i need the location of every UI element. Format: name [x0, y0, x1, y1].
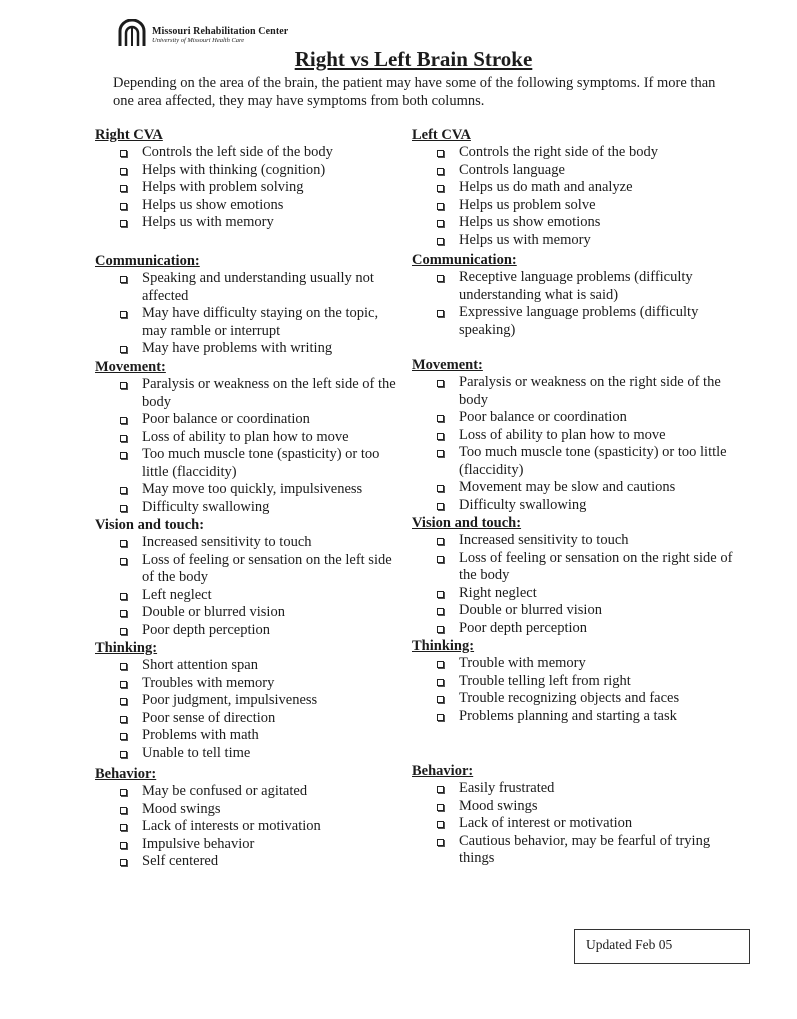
- list-item-text: Speaking and understanding usually not affected: [142, 270, 374, 304]
- section-behavior: [95, 765, 405, 871]
- list-item: [412, 550, 737, 585]
- list-item: [95, 499, 405, 517]
- list-item-text: Receptive language problems (difficulty understanding what is said): [459, 269, 693, 303]
- list-item: [412, 427, 737, 445]
- list-item-text: Poor judgment, impulsiveness: [142, 692, 318, 708]
- checkbox-bullet-icon: [120, 558, 127, 565]
- list-item-text: Helps with problem solving: [142, 179, 304, 195]
- checkbox-bullet-icon: [120, 276, 127, 283]
- checkbox-bullet-icon: [437, 786, 444, 793]
- item-list: [412, 532, 737, 637]
- section-left-cva: [412, 126, 737, 249]
- item-list: [412, 144, 737, 249]
- checkbox-bullet-icon: [437, 679, 444, 686]
- list-item-text: Helps with thinking (cognition): [142, 161, 326, 178]
- list-item: [412, 197, 737, 215]
- checkbox-bullet-icon: [120, 733, 127, 740]
- checkbox-bullet-icon: [437, 415, 444, 422]
- list-item: [95, 552, 405, 587]
- section-vision-touch: [412, 514, 737, 637]
- list-item-text: Too much muscle tone (spasticity) or too little (flaccidity): [459, 444, 727, 478]
- list-item-text: Short attention span: [142, 657, 258, 673]
- list-item-text: Left neglect: [142, 586, 212, 603]
- list-item-text: Mood swings: [142, 800, 221, 817]
- list-item: [412, 708, 737, 726]
- list-item-text: Increased sensitivity to touch: [142, 534, 312, 550]
- item-list: [95, 376, 405, 516]
- list-item-text: Helps us problem solve: [459, 196, 596, 213]
- list-item: [412, 690, 737, 708]
- section-title: Behavior:: [412, 763, 474, 779]
- checkbox-bullet-icon: [437, 450, 444, 457]
- list-item-text: Loss of ability to plan how to move: [142, 428, 349, 445]
- section-title: Movement:: [95, 359, 166, 375]
- list-item: [95, 604, 405, 622]
- list-item-text: Poor balance or coordination: [142, 411, 310, 427]
- checkbox-bullet-icon: [120, 698, 127, 705]
- item-list: [95, 534, 405, 639]
- list-item-text: Controls the right side of the body: [459, 144, 658, 160]
- checkbox-bullet-icon: [437, 238, 444, 245]
- list-item-text: Helps us with memory: [459, 231, 591, 248]
- checkbox-bullet-icon: [120, 789, 127, 796]
- section-title: Communication:: [412, 252, 517, 268]
- list-item-text: Helps us show emotions: [459, 214, 601, 230]
- list-item: [95, 144, 405, 162]
- org-name: Missouri Rehabilitation Center: [152, 26, 289, 37]
- list-item-text: Poor depth perception: [459, 619, 588, 636]
- checkbox-bullet-icon: [120, 487, 127, 494]
- section-title: Movement:: [412, 357, 483, 373]
- list-item-text: May have difficulty staying on the topic, may ramble or interrupt: [142, 305, 379, 339]
- item-list: [412, 655, 737, 725]
- list-item-text: Double or blurred vision: [142, 604, 285, 620]
- checkbox-bullet-icon: [120, 663, 127, 670]
- list-item: [412, 673, 737, 691]
- list-item-text: Double or blurred vision: [459, 602, 602, 618]
- list-item-text: Trouble telling left from right: [459, 672, 631, 689]
- checkbox-bullet-icon: [120, 311, 127, 318]
- list-item-text: Troubles with memory: [142, 674, 275, 691]
- section-communication: [95, 252, 405, 358]
- list-item-text: Self centered: [142, 853, 219, 869]
- list-item: [95, 783, 405, 801]
- list-item-text: May move too quickly, impulsiveness: [142, 481, 363, 497]
- list-item: [95, 745, 405, 763]
- list-item: [95, 305, 405, 340]
- checkbox-bullet-icon: [437, 821, 444, 828]
- item-list: [412, 374, 737, 514]
- section-title: Thinking:: [412, 638, 475, 654]
- checkbox-bullet-icon: [120, 681, 127, 688]
- list-item-text: Trouble with memory: [459, 655, 586, 671]
- item-list: [95, 783, 405, 871]
- checkbox-bullet-icon: [437, 626, 444, 633]
- list-item-text: May be confused or agitated: [142, 783, 308, 799]
- checkbox-bullet-icon: [120, 593, 127, 600]
- list-item: [95, 197, 405, 215]
- list-item-text: Unable to tell time: [142, 744, 251, 761]
- list-item-text: Difficulty swallowing: [142, 498, 270, 515]
- list-item: [95, 727, 405, 745]
- checkbox-bullet-icon: [120, 150, 127, 157]
- item-list: [95, 144, 405, 232]
- list-item-text: Controls the left side of the body: [142, 144, 333, 160]
- checkbox-bullet-icon: [120, 540, 127, 547]
- list-item-text: Right neglect: [459, 584, 537, 601]
- checkbox-bullet-icon: [120, 220, 127, 227]
- list-item-text: Paralysis or weakness on the left side of the body: [142, 376, 396, 410]
- checkbox-bullet-icon: [437, 275, 444, 282]
- list-item-text: Lack of interest or motivation: [459, 815, 633, 831]
- list-item-text: Poor balance or coordination: [459, 409, 627, 425]
- list-item: [412, 815, 737, 833]
- section-title: Communication:: [95, 253, 200, 269]
- list-item-text: Problems with math: [142, 727, 259, 743]
- checkbox-bullet-icon: [120, 185, 127, 192]
- section-title: Left CVA: [412, 127, 471, 143]
- item-list: [412, 780, 737, 868]
- list-item: [412, 374, 737, 409]
- section-right-cva: [95, 126, 405, 232]
- list-item: [95, 162, 405, 180]
- list-item-text: Helps us do math and analyze: [459, 179, 633, 195]
- section-title: Vision and touch:: [95, 517, 205, 533]
- list-item: [95, 657, 405, 675]
- checkbox-bullet-icon: [437, 696, 444, 703]
- checkbox-bullet-icon: [120, 842, 127, 849]
- section-title: Right CVA: [95, 127, 163, 143]
- list-item-text: Movement may be slow and cautions: [459, 479, 676, 495]
- checkbox-bullet-icon: [120, 346, 127, 353]
- checkbox-bullet-icon: [437, 168, 444, 175]
- list-item: [95, 710, 405, 728]
- checkbox-bullet-icon: [120, 168, 127, 175]
- list-item: [95, 340, 405, 358]
- list-item: [95, 214, 405, 232]
- checkbox-bullet-icon: [120, 824, 127, 831]
- intro-text: Depending on the area of the brain, the patient may have some of the following symptoms. If more than one area affected, they may have symptoms from both columns.: [113, 75, 716, 109]
- checkbox-bullet-icon: [120, 716, 127, 723]
- section-title: Behavior:: [95, 766, 157, 782]
- list-item: [95, 429, 405, 447]
- checkbox-bullet-icon: [437, 538, 444, 545]
- list-item: [412, 655, 737, 673]
- checkbox-bullet-icon: [437, 220, 444, 227]
- list-item: [95, 692, 405, 710]
- list-item-text: Poor depth perception: [142, 621, 271, 638]
- list-item: [412, 497, 737, 515]
- list-item: [412, 179, 737, 197]
- section-vision-touch: [95, 516, 405, 639]
- list-item-text: Cautious behavior, may be fearful of trying things: [459, 832, 711, 866]
- list-item: [412, 833, 737, 868]
- list-item: [412, 409, 737, 427]
- checkbox-bullet-icon: [120, 203, 127, 210]
- list-item: [95, 446, 405, 481]
- list-item: [95, 818, 405, 836]
- list-item: [95, 853, 405, 871]
- checkbox-bullet-icon: [120, 382, 127, 389]
- list-item-text: Impulsive behavior: [142, 835, 255, 852]
- checkbox-bullet-icon: [120, 505, 127, 512]
- checkbox-bullet-icon: [437, 608, 444, 615]
- list-item-text: Loss of feeling or sensation on the right side of the body: [459, 549, 733, 583]
- checkbox-bullet-icon: [120, 859, 127, 866]
- list-item: [412, 585, 737, 603]
- list-item: [95, 376, 405, 411]
- list-item-text: Easily frustrated: [459, 780, 555, 796]
- list-item-text: Expressive language problems (difficulty speaking): [459, 304, 699, 338]
- list-item-text: Lack of interests or motivation: [142, 818, 321, 834]
- item-list: [412, 269, 737, 339]
- checkbox-bullet-icon: [437, 661, 444, 668]
- checkbox-bullet-icon: [437, 380, 444, 387]
- checkbox-bullet-icon: [120, 435, 127, 442]
- list-item-text: Loss of ability to plan how to move: [459, 426, 666, 443]
- list-item-text: Mood swings: [459, 797, 538, 814]
- checkbox-bullet-icon: [437, 185, 444, 192]
- checkbox-bullet-icon: [437, 203, 444, 210]
- list-item-text: Paralysis or weakness on the right side of the body: [459, 374, 721, 408]
- list-item-text: Poor sense of direction: [142, 709, 276, 726]
- list-item: [412, 479, 737, 497]
- list-item: [412, 780, 737, 798]
- page-title: Right vs Left Brain Stroke: [294, 47, 533, 71]
- org-logo-icon: [117, 19, 147, 47]
- list-item-text: Loss of feeling or sensation on the left side of the body: [142, 551, 392, 585]
- list-item-text: May have problems with writing: [142, 340, 333, 356]
- list-item: [412, 214, 737, 232]
- list-item: [412, 798, 737, 816]
- checkbox-bullet-icon: [120, 751, 127, 758]
- list-item-text: Too much muscle tone (spasticity) or too little (flaccidity): [142, 446, 380, 480]
- list-item: [95, 179, 405, 197]
- list-item: [95, 411, 405, 429]
- checkbox-bullet-icon: [437, 839, 444, 846]
- list-item: [95, 801, 405, 819]
- checkbox-bullet-icon: [120, 610, 127, 617]
- list-item: [95, 481, 405, 499]
- list-item: [412, 602, 737, 620]
- section-title: Vision and touch:: [412, 515, 522, 531]
- list-item: [95, 270, 405, 305]
- list-item: [412, 162, 737, 180]
- section-movement: [412, 356, 737, 514]
- list-item: [95, 587, 405, 605]
- list-item-text: Helps us with memory: [142, 214, 274, 230]
- list-item-text: Problems planning and starting a task: [459, 707, 677, 724]
- item-list: [95, 657, 405, 762]
- updated-date-box: Updated Feb 05: [574, 929, 750, 964]
- section-thinking: [412, 637, 737, 725]
- list-item: [412, 620, 737, 638]
- checkbox-bullet-icon: [437, 310, 444, 317]
- checkbox-bullet-icon: [120, 452, 127, 459]
- list-item: [412, 532, 737, 550]
- checkbox-bullet-icon: [437, 150, 444, 157]
- list-item: [412, 269, 737, 304]
- org-block: [152, 27, 288, 45]
- org-subtitle: University of Missouri Health Care: [152, 37, 245, 44]
- checkbox-bullet-icon: [120, 417, 127, 424]
- checkbox-bullet-icon: [437, 804, 444, 811]
- list-item: [412, 444, 737, 479]
- checkbox-bullet-icon: [437, 714, 444, 721]
- section-thinking: [95, 639, 405, 762]
- list-item: [95, 622, 405, 640]
- list-item: [412, 232, 737, 250]
- item-list: [95, 270, 405, 358]
- list-item-text: Difficulty swallowing: [459, 496, 587, 513]
- list-item-text: Increased sensitivity to touch: [459, 532, 629, 548]
- list-item: [95, 534, 405, 552]
- list-item-text: Helps us show emotions: [142, 196, 284, 213]
- list-item: [95, 836, 405, 854]
- section-behavior: [412, 762, 737, 868]
- checkbox-bullet-icon: [437, 485, 444, 492]
- list-item: [412, 144, 737, 162]
- list-item: [95, 675, 405, 693]
- checkbox-bullet-icon: [437, 503, 444, 510]
- section-communication: [412, 251, 737, 339]
- list-item-text: Trouble recognizing objects and faces: [459, 690, 680, 706]
- checkbox-bullet-icon: [437, 433, 444, 440]
- section-movement: [95, 358, 405, 516]
- list-item-text: Controls language: [459, 161, 565, 178]
- checkbox-bullet-icon: [120, 628, 127, 635]
- checkbox-bullet-icon: [437, 556, 444, 563]
- checkbox-bullet-icon: [437, 591, 444, 598]
- section-title: Thinking:: [95, 640, 158, 656]
- list-item: [412, 304, 737, 339]
- checkbox-bullet-icon: [120, 807, 127, 814]
